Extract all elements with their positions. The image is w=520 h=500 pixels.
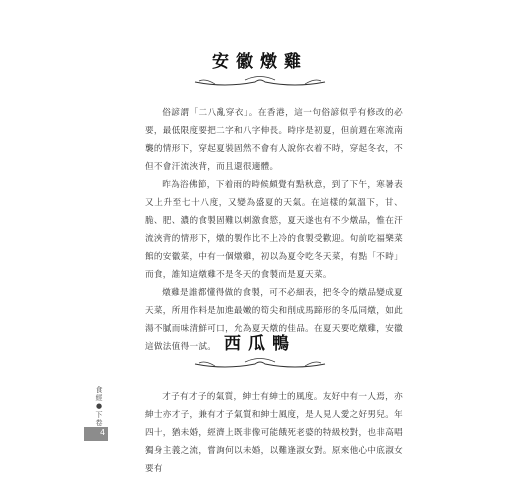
volume-label: 下卷 xyxy=(95,411,103,427)
section-title: 安徽燉雞 xyxy=(212,52,308,72)
paragraph: 昨為浴佛節，下着雨的時候頗覺有點秋意，到了下午，寒暑表又上升至七十八度，又變為盛夏的天氣。在這樣的氣溫下，甘、脆、肥、濃的食製固難以刺激食慾，夏天遂也有不少燉品，惟在汗流浹背的情形下，燉的製作比不上冷的食製受歡迎。旬前吃福樂菜館的安徽菜，中有一個燉雞，初以為夏令吃冬天菜，有點「不時」而食，誰知這燉雞不是冬天的食製而是夏天菜。 xyxy=(145,180,403,280)
section-title: 西瓜鴨 xyxy=(224,334,296,354)
section-heading-2 xyxy=(0,334,520,370)
section-body-1 xyxy=(145,104,403,356)
flourish-ornament xyxy=(185,74,335,88)
bullet-icon: ● xyxy=(95,402,103,411)
flourish-ornament xyxy=(185,356,335,370)
page-number: 4 xyxy=(100,428,106,437)
book-title: 食經 xyxy=(95,386,103,402)
section-heading-1 xyxy=(0,52,520,88)
paragraph: 俗諺謂「二八亂穿衣」。在香港，這一句俗諺似乎有修改的必要，最低限度要把二字和八字伸長。時序是初夏，但前週在寒流南襲的情形下，穿起夏裝固然不會有人說你衣着不時，穿起冬衣，不但不會汗流浹背，而且還很適體。 xyxy=(145,108,403,172)
running-head xyxy=(89,386,103,427)
paragraph: 才子有才子的氣質，紳士有紳士的風度。友好中有一人焉，亦紳士亦才子，兼有才子氣質和紳士風度，是人見人愛之好男兒。年四十，猶未婚，經濟上既非像可能餓死老婆的特級校對，也非高唱獨身主義之流，嘗詢何以未婚，以難逢淑女對。原來他心中底淑女要有 xyxy=(145,392,403,474)
section-body-2 xyxy=(145,388,403,478)
paragraph: 燉雞是誰都懂得做的食製，可不必細表，把冬令的燉品變成夏天菜，所用作料是加進最嫩的筍尖和削成馬蹄形的冬瓜同燉，如此湯不膩而味清鮮可口，允為夏天燉的佳品。在夏天要吃燉雞，安徽這做法值得一試。 xyxy=(145,288,403,352)
